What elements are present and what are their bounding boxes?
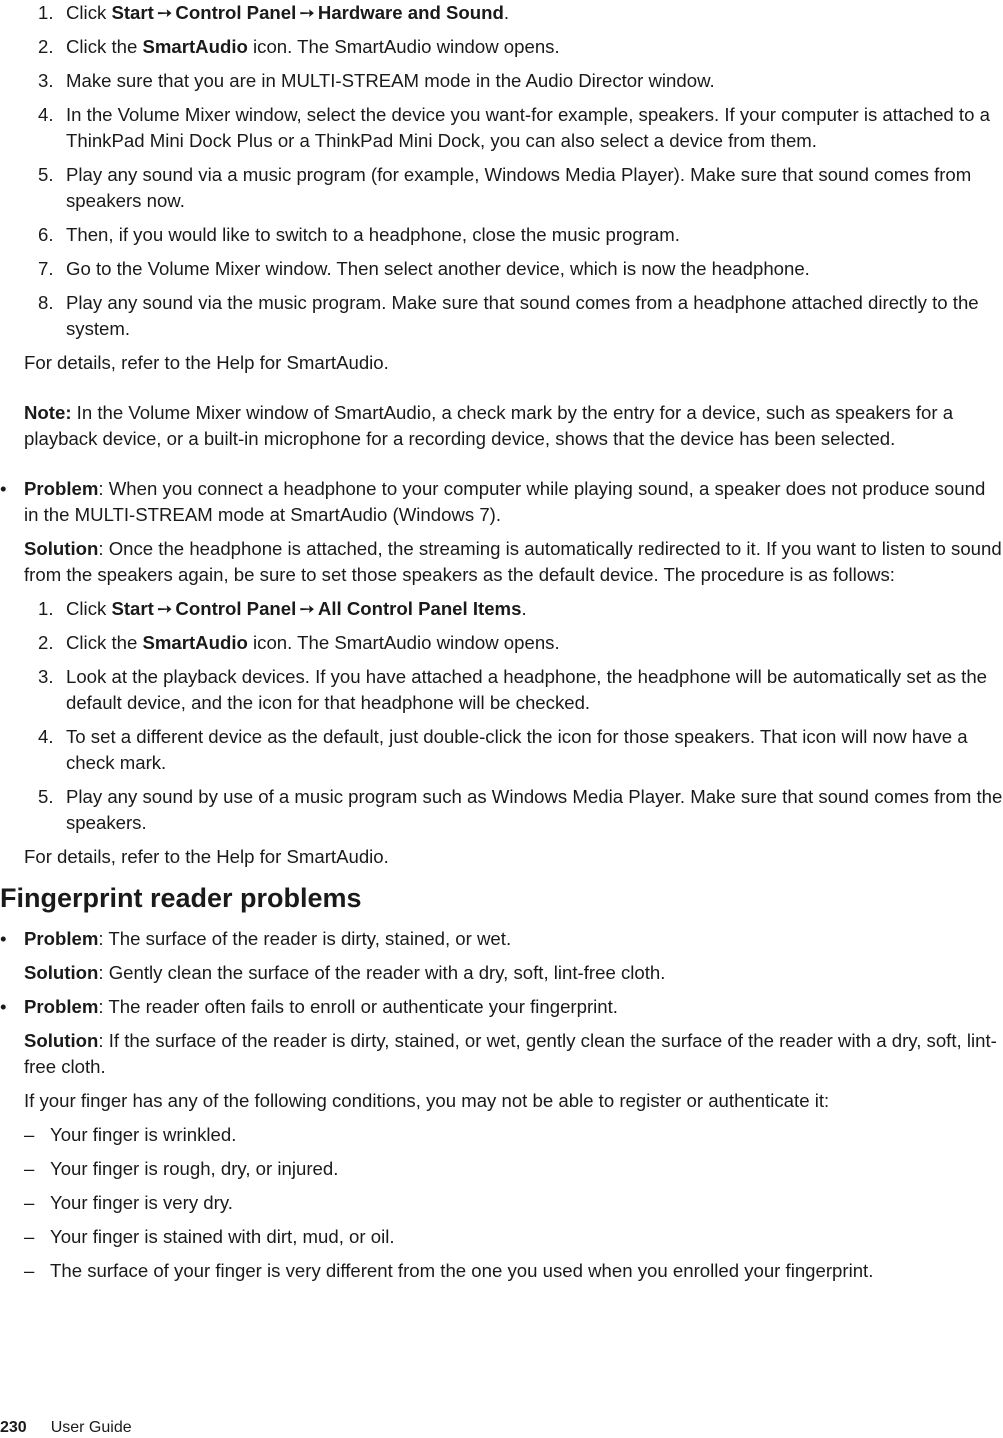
step-text: icon. The SmartAudio window opens. [247, 36, 560, 57]
step-bold: Start [111, 598, 154, 619]
solution-paragraph [0, 960, 1003, 986]
list-item [0, 1224, 1003, 1250]
condition-text: Your finger is stained with dirt, mud, or oil. [50, 1226, 395, 1247]
step-text: Click [66, 2, 112, 23]
list-item [0, 664, 1003, 716]
solution-text: : Once the headphone is attached, the streaming is automatically redirected to it. If you want to listen to sound from the speakers again, be sure to set those speakers as the default device. The procedure is as follows: [24, 538, 1002, 585]
solution-label: Solution [24, 962, 99, 983]
condition-text: The surface of your finger is very different from the one you used when you enrolled your fingerprint. [50, 1260, 874, 1281]
list-item [0, 0, 1003, 26]
step-number: 3. [38, 70, 54, 91]
list-item [0, 222, 1003, 248]
step-number: 1. [38, 598, 54, 619]
step-text: Play any sound via a music program (for example, Windows Media Player). Make sure that sound comes from speakers now. [66, 164, 972, 211]
spacer [0, 460, 1003, 476]
step-number: 8. [38, 292, 54, 313]
list-item [0, 630, 1003, 656]
problem-text: : The reader often fails to enroll or authenticate your fingerprint. [98, 996, 618, 1017]
step-bold: Control Panel [175, 598, 297, 619]
step-text: . [521, 598, 527, 619]
section1-steps [0, 0, 1003, 342]
step-number: 1. [38, 2, 54, 23]
step-number: 5. [38, 164, 54, 185]
dash-icon: – [24, 1260, 35, 1281]
list-item [0, 596, 1003, 622]
note-text: In the Volume Mixer window of SmartAudio, a check mark by the entry for a device, such as speakers for a playback device, or a built-in microphone for a recording device, shows that the device has been selected. [24, 402, 954, 449]
list-item [0, 290, 1003, 342]
list-item [0, 724, 1003, 776]
arrow-icon: ➙ [299, 2, 315, 23]
list-item [0, 34, 1003, 60]
list-item [0, 162, 1003, 214]
list-item [0, 784, 1003, 836]
problem-label: Problem [24, 928, 99, 949]
step-text: Click the [66, 36, 143, 57]
page-footer [0, 1418, 132, 1438]
solution-paragraph [0, 536, 1003, 588]
step-text: Look at the playback devices. If you have attached a headphone, the headphone will be automatically set as the default device, and the icon for that headphone will be checked. [66, 666, 988, 713]
problem-label: Problem [24, 478, 99, 499]
step-text: In the Volume Mixer window, select the device you want-for example, speakers. If your computer is attached to a ThinkPad Mini Dock Plus or a ThinkPad Mini Dock, you can also select a device from them. [66, 104, 990, 151]
step-text: . [503, 2, 510, 23]
list-item [0, 1190, 1003, 1216]
step-text: Then, if you would like to switch to a headphone, close the music program. [66, 224, 680, 245]
step-bold: Hardware and Sound [317, 2, 504, 23]
list-item [0, 1258, 1003, 1284]
details-paragraph: For details, refer to the Help for SmartAudio. [24, 846, 389, 867]
step-bold: All Control Panel Items [317, 598, 522, 619]
note-label: Note: [24, 402, 72, 423]
list-item [0, 102, 1003, 154]
bullet-icon: • [0, 478, 7, 499]
solution-paragraph [0, 1028, 1003, 1080]
arrow-icon: ➙ [156, 2, 173, 23]
section-heading: Fingerprint reader problems [0, 883, 362, 913]
dash-icon: – [24, 1226, 35, 1247]
list-item [0, 1122, 1003, 1148]
solution-text: : If the surface of the reader is dirty, stained, or wet, gently clean the surface of the reader with a dry, soft, lint-free cloth. [24, 1030, 997, 1077]
solution-label: Solution [24, 1030, 99, 1051]
problem-text: : When you connect a headphone to your computer while playing sound, a speaker does not produce sound in the MULTI-STREAM mode at SmartAudio (Windows 7). [24, 478, 986, 525]
note-paragraph [0, 400, 1003, 452]
solution-text: : Gently clean the surface of the reader with a dry, soft, lint-free cloth. [98, 962, 666, 983]
step-number: 4. [38, 726, 54, 747]
page-number: 230 [0, 1419, 27, 1436]
problem2-steps [0, 596, 1003, 836]
step-text: To set a different device as the default, just double-click the icon for those speakers. That icon will now have a check mark. [66, 726, 968, 773]
step-text: Go to the Volume Mixer window. Then select another device, which is now the headphone. [66, 258, 810, 279]
arrow-icon: ➙ [156, 598, 173, 619]
condition-text: Your finger is wrinkled. [50, 1124, 237, 1145]
step-text: Play any sound by use of a music program such as Windows Media Player. Make sure that sound comes from the speakers. [66, 786, 1003, 833]
details-paragraph: For details, refer to the Help for SmartAudio. [24, 352, 389, 373]
step-number: 4. [38, 104, 54, 125]
step-text: Click the [66, 632, 143, 653]
dash-icon: – [24, 1124, 35, 1145]
solution-label: Solution [24, 538, 99, 559]
list-item [0, 256, 1003, 282]
step-number: 2. [38, 632, 54, 653]
dash-icon: – [24, 1192, 35, 1213]
step-bold: Start [111, 2, 154, 23]
spacer [0, 384, 1003, 400]
step-number: 5. [38, 786, 54, 807]
step-bold: Control Panel [175, 2, 297, 23]
step-number: 6. [38, 224, 54, 245]
list-item [0, 68, 1003, 94]
dash-icon: – [24, 1158, 35, 1179]
problem-item [0, 994, 1003, 1020]
problem-text: : The surface of the reader is dirty, stained, or wet. [98, 928, 512, 949]
step-number: 2. [38, 36, 54, 57]
step-text: icon. The SmartAudio window opens. [247, 632, 560, 653]
condition-text: Your finger is very dry. [50, 1192, 233, 1213]
step-bold: SmartAudio [142, 632, 248, 653]
condition-text: Your finger is rough, dry, or injured. [50, 1158, 339, 1179]
conditions-intro: If your finger has any of the following conditions, you may not be able to register or authenticate it: [24, 1090, 830, 1111]
arrow-icon: ➙ [299, 598, 315, 619]
step-text: Make sure that you are in MULTI-STREAM mode in the Audio Director window. [66, 70, 715, 91]
step-bold: SmartAudio [142, 36, 248, 57]
problem-label: Problem [24, 996, 99, 1017]
step-text: Play any sound via the music program. Make sure that sound comes from a headphone attached directly to the system. [66, 292, 979, 339]
bullet-icon: • [0, 928, 7, 949]
list-item [0, 1156, 1003, 1182]
bullet-icon: • [0, 996, 7, 1017]
step-number: 3. [38, 666, 54, 687]
problem-item [0, 476, 1003, 528]
problem-item [0, 926, 1003, 952]
step-text: Click [66, 598, 112, 619]
footer-title: User Guide [50, 1419, 132, 1436]
step-number: 7. [38, 258, 54, 279]
